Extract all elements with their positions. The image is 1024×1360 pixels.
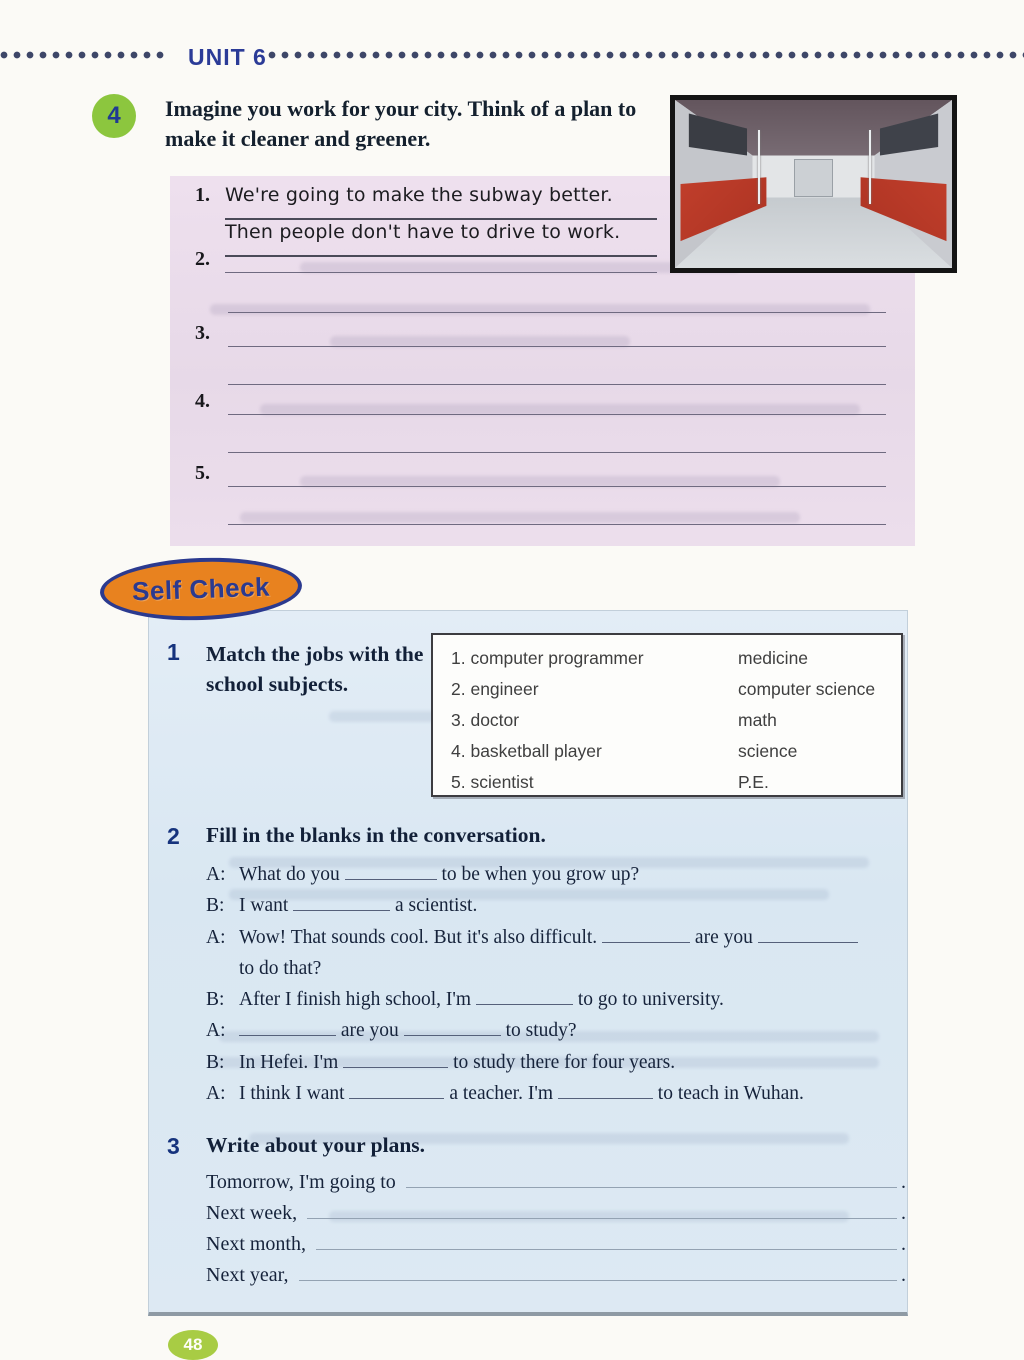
- dialog-speaker: B:: [206, 1051, 225, 1073]
- dialog-row: B: In Hefei. I'm to study there for four years.: [206, 1047, 906, 1078]
- dialog-row: A: I think I want a teacher. I'm to teach in Wuhan.: [206, 1078, 906, 1109]
- dialog-speaker: A:: [206, 1020, 226, 1042]
- dialog-blank: [293, 896, 390, 911]
- plan-prefix: Next year,: [206, 1264, 289, 1286]
- handwritten-answer-line: Then people don't have to drive to work.: [225, 221, 657, 257]
- dialog-speaker: B:: [206, 989, 225, 1011]
- subway-photo: [670, 95, 957, 273]
- dialog-blank: [349, 1084, 444, 1099]
- plan-prefix: Tomorrow, I'm going to: [206, 1171, 396, 1193]
- plan-period: .: [901, 1233, 906, 1255]
- dialog-row: to do that?: [239, 957, 322, 979]
- self-check-panel: [148, 610, 908, 1316]
- dialog-speaker: A:: [206, 1083, 226, 1105]
- task2-number: 2: [167, 823, 180, 849]
- job-item: 4. basketball player: [451, 741, 602, 761]
- dialog-blank: [343, 1053, 448, 1068]
- plan-writing-line: [299, 1279, 898, 1281]
- plan-prefix: Next month,: [206, 1233, 306, 1255]
- dialog-row: B: I want a scientist.: [206, 890, 906, 921]
- dotted-rule-right: [268, 50, 1024, 60]
- subject-item: medicine: [738, 648, 809, 668]
- answer-row-number: 2.: [195, 248, 210, 270]
- dialog-blank: [558, 1084, 653, 1099]
- answer-row-number: 4.: [195, 390, 210, 412]
- answer-row-number: 1.: [195, 184, 210, 206]
- dialog-blank: [758, 928, 858, 943]
- conversation: [206, 859, 906, 1109]
- answer-row-number: 5.: [195, 462, 210, 484]
- subject-item: P.E.: [738, 772, 769, 792]
- writing-line: [228, 486, 886, 487]
- dotted-rule-left: [0, 50, 168, 60]
- job-item: 3. doctor: [451, 710, 520, 730]
- subway-photo-scene: [675, 100, 952, 268]
- writing-line: [228, 384, 886, 385]
- jobs-list: [451, 643, 644, 798]
- writing-line: [228, 346, 886, 347]
- task1-instruction: Match the jobs with the school subjects.: [206, 642, 424, 697]
- plan-writing-line: [316, 1248, 897, 1250]
- plan-prefix: Next week,: [206, 1202, 298, 1224]
- task3-instruction: Write about your plans.: [206, 1133, 426, 1157]
- answer-row-number: 3.: [195, 322, 210, 344]
- plan-row: [206, 1202, 906, 1233]
- dialog-speaker: B:: [206, 895, 225, 917]
- dialog-blank: [239, 1021, 336, 1036]
- page-number-badge: 48: [168, 1330, 218, 1360]
- subway-door: [794, 159, 833, 198]
- dialog-row: A: are you to study?: [206, 1015, 906, 1046]
- plan-period: .: [901, 1264, 906, 1286]
- job-item: 2. engineer: [451, 679, 539, 699]
- writing-line: [228, 452, 886, 453]
- dialog-row: A: What do you to be when you grow up?: [206, 859, 906, 890]
- dialog-blank: [345, 865, 437, 880]
- task3-number: 3: [167, 1133, 180, 1159]
- plan-period: .: [901, 1171, 906, 1193]
- subject-item: science: [738, 741, 798, 761]
- plan-row: [206, 1233, 906, 1264]
- plan-writing-line: [307, 1217, 897, 1219]
- subway-pole: [869, 130, 871, 204]
- plans-list: [206, 1171, 906, 1295]
- dialog-blank: [602, 928, 690, 943]
- dialog-speaker: A:: [206, 926, 226, 948]
- subjects-list: [738, 643, 875, 798]
- bleed-through-smudge: [240, 512, 800, 523]
- subway-pole: [758, 130, 760, 204]
- subject-item: math: [738, 710, 777, 730]
- dialog-speaker: A:: [206, 864, 226, 885]
- writing-line: [228, 524, 886, 525]
- jobs-match-box: [431, 633, 903, 797]
- plan-period: .: [901, 1202, 906, 1224]
- task1-number: 1: [167, 639, 180, 665]
- task2-instruction: Fill in the blanks in the conversation.: [206, 823, 546, 847]
- dialog-row: A: Wow! That sounds cool. But it's also difficult. are you: [206, 922, 906, 953]
- activity-number-badge: 4: [92, 94, 136, 138]
- writing-line: [228, 414, 886, 415]
- subject-item: computer science: [738, 679, 876, 699]
- bleed-through-smudge: [210, 304, 870, 315]
- plan-row: [206, 1171, 906, 1202]
- activity-instruction: Imagine you work for your city. Think of a plan to make it cleaner and greener.: [165, 96, 637, 151]
- handwritten-answer-line: We're going to make the subway better.: [225, 184, 657, 220]
- self-check-badge: Self Check: [99, 554, 303, 623]
- plan-row: [206, 1264, 906, 1295]
- dialog-row: B: After I finish high school, I'm to go to university.: [206, 984, 906, 1015]
- dialog-blank: [404, 1021, 501, 1036]
- dialog-blank: [476, 990, 573, 1005]
- writing-line: [228, 312, 886, 313]
- job-item: 1. computer programmer: [451, 648, 644, 668]
- writing-line: [225, 272, 657, 273]
- unit-label: UNIT 6: [188, 44, 267, 70]
- plan-writing-line: [406, 1186, 897, 1188]
- job-item: 5. scientist: [451, 772, 534, 792]
